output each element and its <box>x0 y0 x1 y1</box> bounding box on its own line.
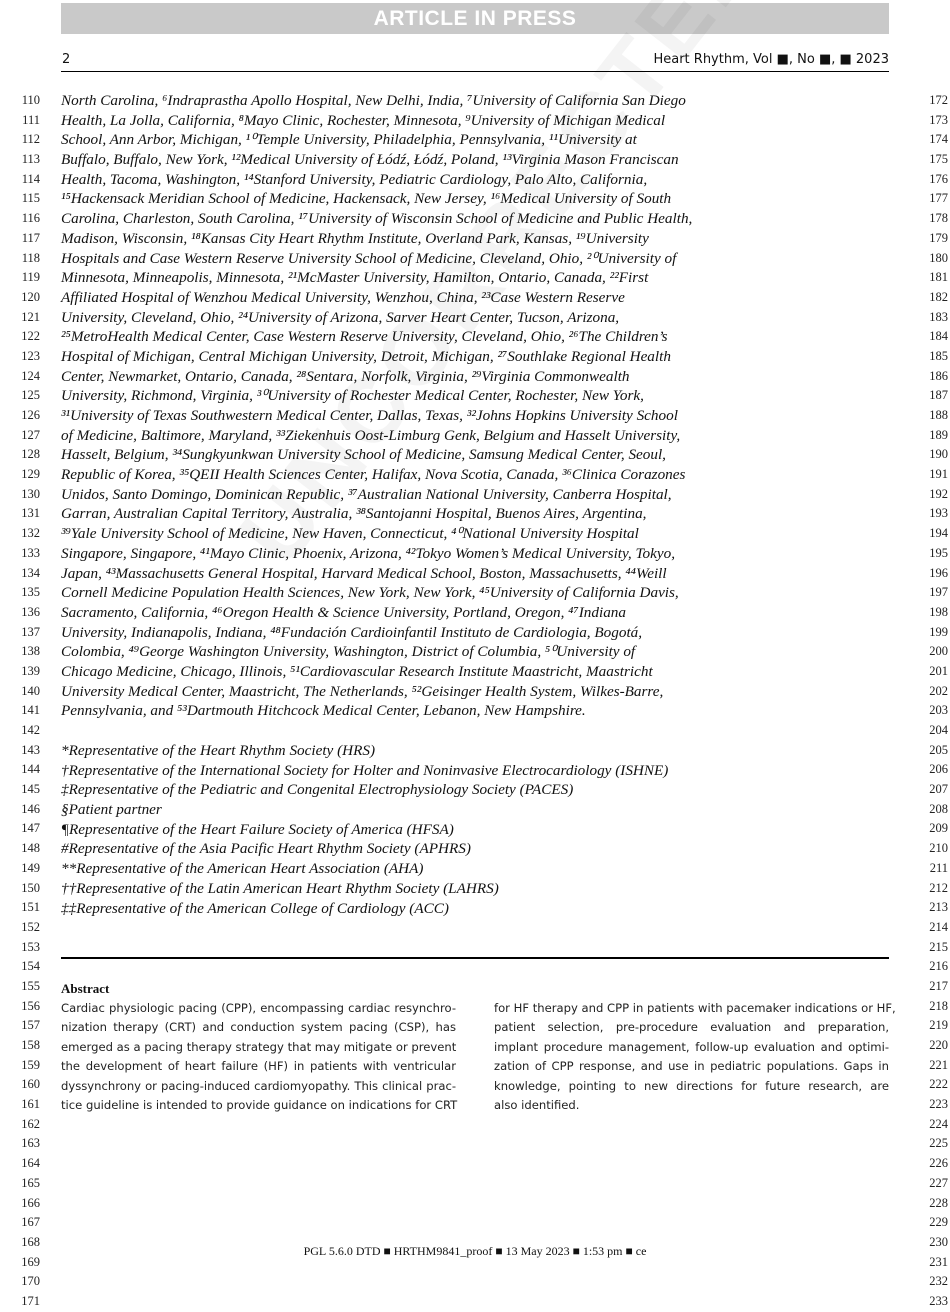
line-number: 172 <box>929 93 948 107</box>
abstract-heading: Abstract <box>61 981 110 996</box>
line-number: 135 <box>21 585 40 600</box>
line-number: 231 <box>929 1254 948 1269</box>
abstract-column-1 <box>61 999 456 1115</box>
line-number: 182 <box>929 289 948 304</box>
line-number: 139 <box>21 663 40 678</box>
line-number: 207 <box>929 782 948 797</box>
line-number: 129 <box>21 467 40 482</box>
abstract-column-2 <box>494 999 896 1115</box>
line-number: 159 <box>21 1057 40 1072</box>
society-representation-notes <box>61 741 821 918</box>
line-number: 224 <box>929 1116 948 1131</box>
line-number: 225 <box>929 1136 948 1151</box>
line-number: 222 <box>929 1077 948 1092</box>
line-number: 186 <box>929 368 948 383</box>
line-number: 111 <box>22 112 40 127</box>
section-divider <box>61 957 889 959</box>
affiliation-line: Colombia, ⁴⁹George Washington University, Washington, District of Columbia, ⁵⁰University of <box>61 643 636 661</box>
affiliation-line: Health, La Jolla, California, ⁸Mayo Clinic, Rochester, Minnesota, ⁹University of Michigan Medical <box>61 111 666 129</box>
line-number: 228 <box>929 1195 948 1210</box>
line-number: 131 <box>21 506 40 521</box>
line-number: 178 <box>929 211 948 226</box>
line-number: 176 <box>929 171 948 186</box>
affiliation-line: Sacramento, California, ⁴⁶Oregon Health & Science University, Portland, Oregon, ⁴⁷Indiana <box>61 603 626 621</box>
line-number: 164 <box>21 1156 40 1171</box>
line-number: 218 <box>929 998 948 1013</box>
affiliation-line: Carolina, Charleston, South Carolina, ¹⁷University of Wisconsin School of Medicine and Public Health, <box>61 210 693 228</box>
affiliation-line: ³⁹Yale University School of Medicine, New Haven, Connecticut, ⁴⁰National University Hospital <box>61 525 639 543</box>
line-number: 153 <box>21 939 40 954</box>
affiliation-line: Republic of Korea, ³⁵QEII Health Sciences Center, Halifax, Nova Scotia, Canada, ³⁶Clinica Corazones <box>61 466 686 484</box>
line-number: 187 <box>929 388 948 403</box>
affiliation-line: Cornell Medicine Population Health Sciences, New York, New York, ⁴⁵University of California Davis, <box>61 584 679 602</box>
line-number: 147 <box>21 821 40 836</box>
society-note: *Representative of the Heart Rhythm Society (HRS) <box>61 742 376 759</box>
line-number: 125 <box>21 388 40 403</box>
society-note: ¶Representative of the Heart Failure Society of America (HFSA) <box>61 820 454 838</box>
line-number: 158 <box>21 1038 40 1052</box>
affiliation-line: Pennsylvania, and ⁵³Dartmouth Hitchcock Medical Center, Lebanon, New Hampshire. <box>61 702 586 720</box>
line-number: 148 <box>21 841 40 856</box>
line-number: 192 <box>929 486 948 501</box>
line-number: 208 <box>929 801 948 816</box>
line-number: 204 <box>929 723 948 737</box>
line-number: 157 <box>21 1018 40 1033</box>
affiliation-line: ³¹University of Texas Southwestern Medical Center, Dallas, Texas, ³²Johns Hopkins University School <box>61 407 678 424</box>
right-line-numbers <box>908 91 948 1312</box>
affiliation-line: University, Indianapolis, Indiana, ⁴⁸Fundación Cardioinfantil Instituto de Cardiologia, Bogotá, <box>61 623 643 641</box>
line-number: 202 <box>929 683 948 698</box>
abstract-line: implant procedure management, follow-up evaluation and optimi- <box>494 1039 889 1054</box>
page-number: 2 <box>62 52 71 67</box>
line-number: 230 <box>929 1234 948 1249</box>
line-number: 210 <box>929 841 948 856</box>
line-number: 183 <box>929 309 948 324</box>
line-number: 146 <box>21 801 40 816</box>
society-note: §Patient partner <box>61 801 162 819</box>
line-number: 145 <box>21 782 40 797</box>
affiliation-line: University, Cleveland, Ohio, ²⁴University of Arizona, Sarver Heart Center, Tucson, Arizona, <box>61 308 620 326</box>
affiliations-block <box>61 91 751 721</box>
abstract-line: the development of heart failure (HF) in patients with ventricular <box>61 1059 456 1074</box>
line-number: 130 <box>21 486 40 501</box>
society-note: #Representative of the Asia Pacific Heart Rhythm Society (APHRS) <box>61 840 471 858</box>
line-number: 121 <box>21 309 40 324</box>
affiliation-line: University Medical Center, Maastricht, The Netherlands, ⁵²Geisinger Health System, Wilkes-Barre, <box>61 682 664 700</box>
journal-reference: Heart Rhythm, Vol ■, No ■, ■ 2023 <box>653 52 889 67</box>
line-number: 214 <box>929 919 948 934</box>
line-number: 212 <box>929 880 948 895</box>
line-number: 127 <box>21 427 40 442</box>
affiliation-line: Minnesota, Minneapolis, Minnesota, ²¹McMaster University, Hamilton, Ontario, Canada, ²²First <box>61 269 649 287</box>
abstract-line: knowledge, pointing to new directions for future research, are <box>494 1078 889 1093</box>
line-number: 132 <box>21 526 40 541</box>
society-note: ‡Representative of the Pediatric and Congenital Electrophysiology Society (PACES) <box>61 781 574 799</box>
affiliation-line: School, Ann Arbor, Michigan, ¹⁰Temple University, Philadelphia, Pennsylvania, ¹¹University at <box>61 131 637 149</box>
line-number: 194 <box>929 526 948 541</box>
affiliation-line: Health, Tacoma, Washington, ¹⁴Stanford University, Pediatric Cardiology, Palo Alto, California, <box>61 170 648 188</box>
line-number: 196 <box>929 565 948 580</box>
line-number: 113 <box>21 152 40 167</box>
line-number: 181 <box>929 270 948 285</box>
society-note: †Representative of the International Society for Holter and Noninvasive Electrocardiology (ISHNE) <box>61 761 669 779</box>
affiliation-line: of Medicine, Baltimore, Maryland, ³³Ziekenhuis Oost-Limburg Genk, Belgium and Hasselt University, <box>61 426 681 444</box>
line-number: 209 <box>929 821 948 836</box>
left-line-numbers <box>2 91 40 1312</box>
line-number: 122 <box>21 329 40 344</box>
abstract-line: patient selection, pre-procedure evaluation and preparation, <box>494 1020 889 1035</box>
line-number: 221 <box>929 1057 948 1072</box>
line-number: 162 <box>21 1116 40 1131</box>
line-number: 216 <box>929 959 948 974</box>
affiliation-line: Affiliated Hospital of Wenzhou Medical University, Wenzhou, China, ²³Case Western Reserve <box>61 288 625 306</box>
line-number: 195 <box>929 545 948 560</box>
affiliation-line: Hospital of Michigan, Central Michigan University, Detroit, Michigan, ²⁷Southlake Regional Health <box>61 347 671 365</box>
affiliation-line: Singapore, Singapore, ⁴¹Mayo Clinic, Phoenix, Arizona, ⁴²Tokyo Women’s Medical University, Tokyo, <box>61 544 676 562</box>
line-number: 169 <box>21 1254 40 1269</box>
line-number: 199 <box>929 624 948 639</box>
line-number: 201 <box>929 663 948 678</box>
line-number: 168 <box>21 1234 40 1249</box>
line-number: 140 <box>21 683 40 698</box>
abstract-line: nization therapy (CRT) and conduction system pacing (CSP), has <box>61 1020 456 1035</box>
line-number: 165 <box>21 1175 40 1190</box>
line-number: 185 <box>929 348 948 363</box>
line-number: 154 <box>21 959 40 974</box>
line-number: 144 <box>21 762 40 777</box>
line-number: 114 <box>21 171 40 186</box>
line-number: 226 <box>929 1156 948 1171</box>
abstract-line: emerged as a pacing therapy strategy that may mitigate or prevent <box>61 1039 457 1054</box>
line-number: 110 <box>21 93 40 107</box>
line-number: 227 <box>929 1175 948 1190</box>
line-number: 149 <box>21 860 40 875</box>
affiliation-line: Hasselt, Belgium, ³⁴Sungkyunkwan University School of Medicine, Samsung Medical Center, Seoul, <box>61 446 666 464</box>
line-number: 219 <box>929 1018 948 1033</box>
line-number: 188 <box>929 408 948 422</box>
line-number: 119 <box>21 270 40 285</box>
line-number: 136 <box>21 604 40 619</box>
affiliation-line: Unidos, Santo Domingo, Dominican Republic, ³⁷Australian National University, Canberra Hospital, <box>61 485 672 503</box>
line-number: 120 <box>21 289 40 304</box>
line-number: 151 <box>21 900 40 915</box>
abstract-line: Cardiac physiologic pacing (CPP), encompassing cardiac resynchro- <box>61 1001 456 1015</box>
society-note: ‡‡Representative of the American College of Cardiology (ACC) <box>61 899 449 917</box>
affiliation-line: Center, Newmarket, Ontario, Canada, ²⁸Sentara, Norfolk, Virginia, ²⁹Virginia Commonwealth <box>61 367 630 385</box>
society-note: ††Representative of the Latin American Heart Rhythm Society (LAHRS) <box>61 879 499 897</box>
line-number: 180 <box>929 250 948 265</box>
line-number: 134 <box>21 565 40 580</box>
line-number: 193 <box>929 506 948 521</box>
affiliation-line: Garran, Australian Capital Territory, Australia, ³⁸Santojanni Hospital, Buenos Aires, Argentina, <box>61 505 647 523</box>
line-number: 138 <box>21 644 40 659</box>
line-number: 116 <box>21 211 40 226</box>
proof-footer: PGL 5.6.0 DTD ■ HRTHM9841_proof ■ 13 May 2023 ■ 1:53 pm ■ ce <box>303 1244 647 1258</box>
abstract-line: zation of CPP response, and use in pediatric populations. Gaps in <box>494 1059 889 1074</box>
line-number: 143 <box>21 742 40 757</box>
affiliation-line: Hospitals and Case Western Reserve University School of Medicine, Cleveland, Ohio, ²⁰University of <box>61 249 677 267</box>
abstract-line: also identified. <box>494 1097 580 1112</box>
abstract-line: for HF therapy and CPP in patients with pacemaker indications or HF, <box>494 1001 896 1015</box>
line-number: 123 <box>21 348 40 363</box>
society-note: **Representative of the American Heart Association (AHA) <box>61 860 424 878</box>
line-number: 211 <box>929 860 948 875</box>
line-number: 161 <box>21 1097 40 1112</box>
line-number: 155 <box>21 978 40 993</box>
line-number: 215 <box>929 939 948 954</box>
line-number: 205 <box>929 742 948 757</box>
affiliation-line: ²⁵MetroHealth Medical Center, Case Western Reserve University, Cleveland, Ohio, ²⁶The Children’s <box>61 328 668 346</box>
line-number: 177 <box>929 191 948 206</box>
line-number: 229 <box>929 1215 948 1230</box>
line-number: 156 <box>21 998 40 1013</box>
line-number: 150 <box>21 880 40 895</box>
abstract-line: dyssynchrony or pacing-induced cardiomyopathy. This clinical prac- <box>61 1078 456 1093</box>
line-number: 118 <box>21 250 40 265</box>
line-number: 198 <box>929 604 948 619</box>
line-number: 220 <box>929 1038 948 1052</box>
line-number: 189 <box>929 427 948 442</box>
line-number: 233 <box>929 1293 948 1308</box>
line-number: 213 <box>929 900 948 915</box>
line-number: 179 <box>929 230 948 245</box>
line-number: 217 <box>929 978 948 993</box>
line-number: 124 <box>21 368 40 383</box>
line-number: 117 <box>21 230 40 245</box>
line-number: 190 <box>929 447 948 462</box>
affiliation-line: Japan, ⁴³Massachusetts General Hospital, Harvard Medical School, Boston, Massachusetts, ⁴⁴Weill <box>61 564 667 582</box>
running-header <box>61 51 889 72</box>
line-number: 167 <box>21 1215 40 1230</box>
line-number: 184 <box>929 329 948 344</box>
line-number: 112 <box>21 132 40 147</box>
affiliation-line: Chicago Medicine, Chicago, Illinois, ⁵¹Cardiovascular Research Institute Maastricht, Maastricht <box>61 662 653 680</box>
line-number: 203 <box>929 703 948 718</box>
affiliation-line: Madison, Wisconsin, ¹⁸Kansas City Heart Rhythm Institute, Overland Park, Kansas, ¹⁹University <box>61 229 649 247</box>
line-number: 197 <box>929 585 948 600</box>
line-number: 141 <box>21 703 40 718</box>
affiliation-line: ¹⁵Hackensack Meridian School of Medicine, Hackensack, New Jersey, ¹⁶Medical University of South <box>61 190 672 208</box>
affiliation-line: University, Richmond, Virginia, ³⁰University of Rochester Medical Center, Rochester, New York, <box>61 387 644 405</box>
line-number: 160 <box>21 1077 40 1092</box>
line-number: 128 <box>21 447 40 462</box>
line-number: 126 <box>21 408 40 422</box>
line-number: 174 <box>929 132 948 147</box>
line-number: 173 <box>929 112 948 127</box>
line-number: 200 <box>929 644 948 659</box>
article-in-press-banner: ARTICLE IN PRESS <box>61 3 889 34</box>
affiliation-line: North Carolina, ⁶Indraprastha Apollo Hospital, New Delhi, India, ⁷University of California San Diego <box>61 92 686 109</box>
line-number: 206 <box>929 762 948 777</box>
abstract-line: tice guideline is intended to provide guidance on indications for CRT <box>61 1097 458 1112</box>
line-number: 166 <box>21 1195 40 1210</box>
line-number: 223 <box>929 1097 948 1112</box>
line-number: 137 <box>21 624 40 639</box>
line-number: 115 <box>21 191 40 206</box>
line-number: 133 <box>21 545 40 560</box>
line-number: 232 <box>929 1274 948 1289</box>
affiliation-line: Buffalo, Buffalo, New York, ¹²Medical University of Łódź, Łódź, Poland, ¹³Virginia Mason Franciscan <box>61 151 679 169</box>
line-number: 171 <box>21 1293 40 1308</box>
line-number: 191 <box>929 467 948 482</box>
line-number: 152 <box>21 919 40 934</box>
line-number: 142 <box>21 723 40 737</box>
line-number: 163 <box>21 1136 40 1151</box>
line-number: 170 <box>21 1274 40 1289</box>
line-number: 175 <box>929 152 948 167</box>
